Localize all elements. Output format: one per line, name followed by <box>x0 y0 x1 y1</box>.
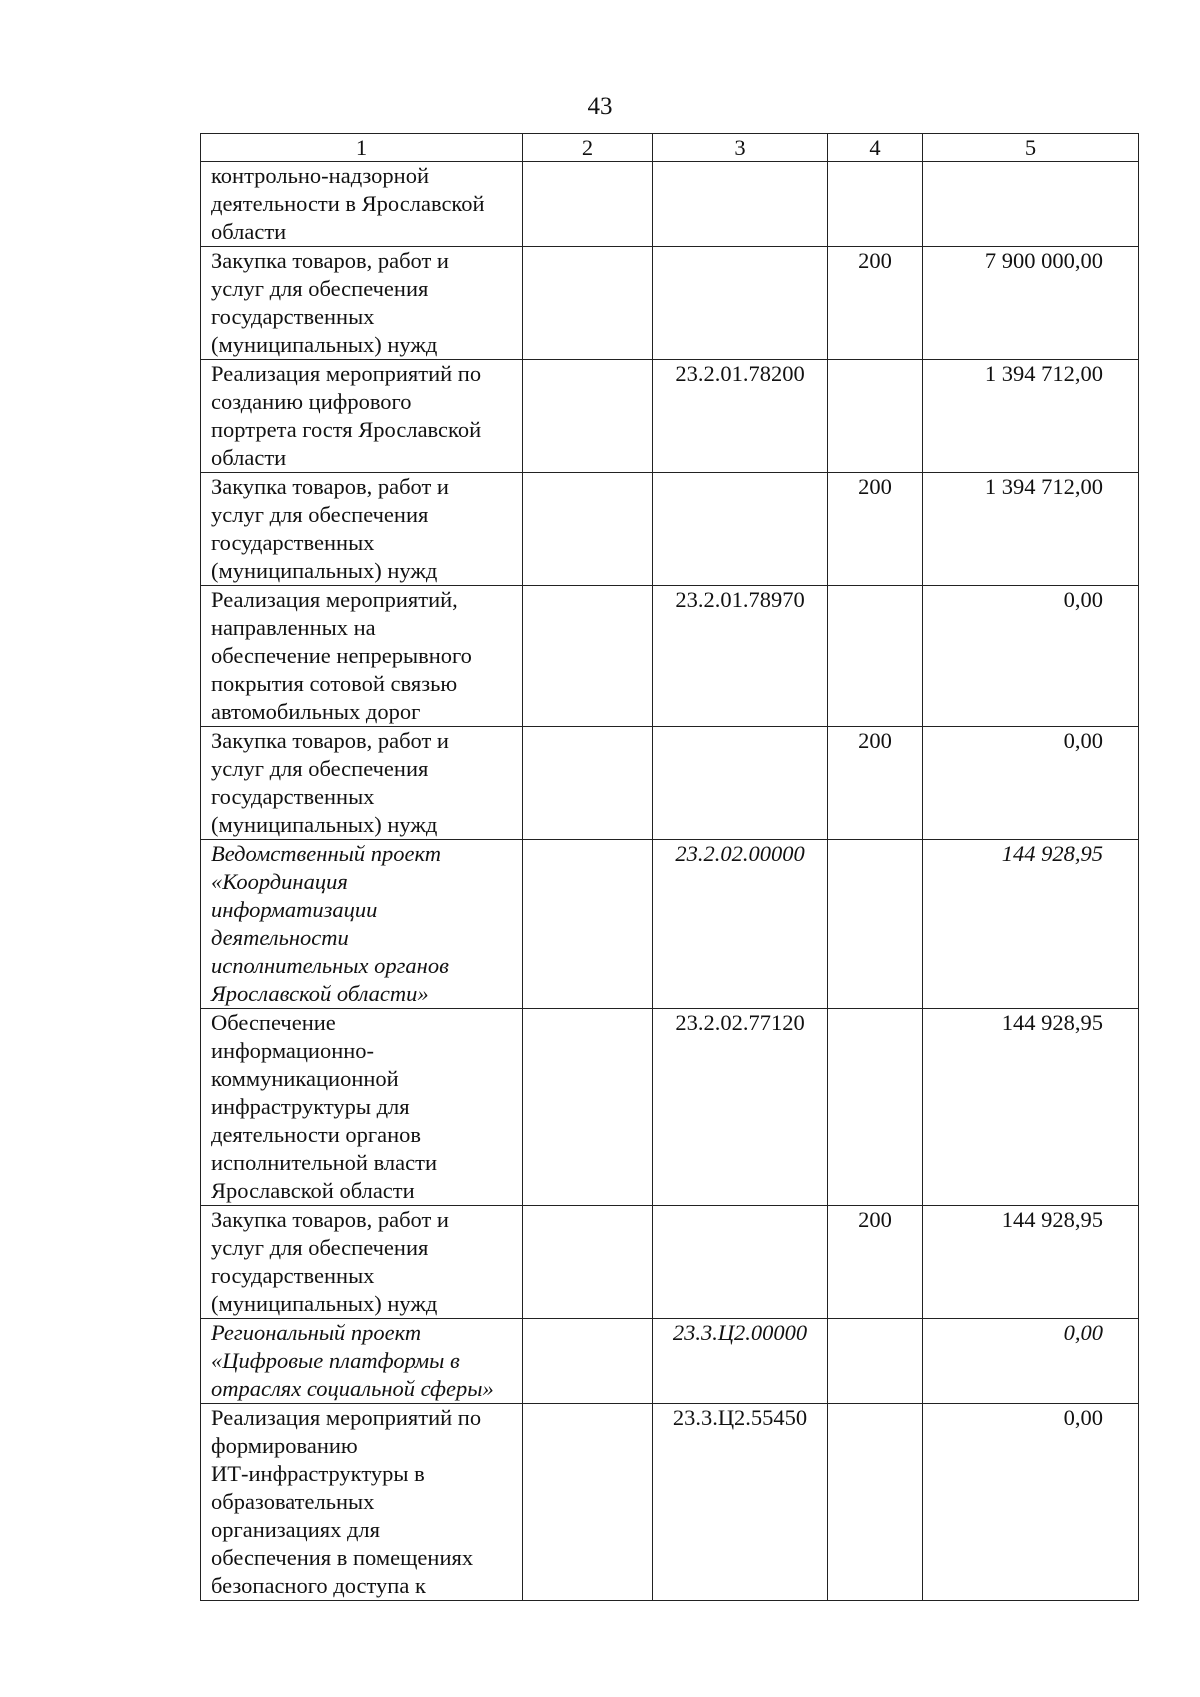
item-name-line: Региональный проект <box>211 1320 422 1345</box>
table-row <box>201 1404 1139 1601</box>
table-row <box>201 247 1139 360</box>
target-code-cell <box>653 247 828 360</box>
table-row <box>201 1319 1139 1404</box>
item-name-line: исполнительных органов <box>211 953 449 978</box>
item-name-cell <box>201 840 523 1009</box>
column-2-cell <box>523 1009 653 1206</box>
table-row <box>201 1009 1139 1206</box>
item-name-line: Ярославской области <box>211 1178 415 1203</box>
item-name-line: контрольно-надзорной <box>211 163 430 188</box>
item-name-line: ИТ-инфраструктуры в <box>211 1461 425 1486</box>
amount-cell: 0,00 <box>923 586 1139 727</box>
column-2-cell <box>523 727 653 840</box>
item-name-line: «Координация <box>211 869 348 894</box>
column-2-cell <box>523 840 653 1009</box>
target-code-cell: 23.2.01.78970 <box>653 586 828 727</box>
amount-cell: 144 928,95 <box>923 1206 1139 1319</box>
item-name-line: деятельности органов <box>211 1122 422 1147</box>
item-name-cell <box>201 360 523 473</box>
header-cell-1: 1 <box>201 134 523 162</box>
column-2-cell <box>523 1206 653 1319</box>
column-2-cell <box>523 360 653 473</box>
expense-type-cell: 200 <box>828 1206 923 1319</box>
item-name-line: Закупка товаров, работ и <box>211 728 449 753</box>
target-code-cell <box>653 473 828 586</box>
item-name-line: организациях для <box>211 1517 381 1542</box>
item-name-line: (муниципальных) нужд <box>211 1291 438 1316</box>
item-name-line: портрета гостя Ярославской <box>211 417 482 442</box>
item-name-cell <box>201 1319 523 1404</box>
item-name-line: инфраструктуры для <box>211 1094 410 1119</box>
item-name-cell <box>201 1009 523 1206</box>
item-name-line: «Цифровые платформы в <box>211 1348 460 1373</box>
expense-type-cell <box>828 1404 923 1601</box>
amount-cell: 144 928,95 <box>923 1009 1139 1206</box>
item-name-line: Закупка товаров, работ и <box>211 1207 449 1232</box>
target-code-cell <box>653 1206 828 1319</box>
target-code-cell <box>653 727 828 840</box>
item-name-line: Реализация мероприятий по <box>211 1405 482 1430</box>
item-name-cell <box>201 727 523 840</box>
amount-cell: 144 928,95 <box>923 840 1139 1009</box>
item-name-line: услуг для обеспечения <box>211 276 429 301</box>
column-2-cell <box>523 162 653 247</box>
column-2-cell <box>523 247 653 360</box>
amount-cell: 1 394 712,00 <box>923 473 1139 586</box>
item-name-line: (муниципальных) нужд <box>211 332 438 357</box>
column-2-cell <box>523 1404 653 1601</box>
item-name-cell <box>201 473 523 586</box>
item-name-line: покрытия сотовой связью <box>211 671 458 696</box>
item-name-cell <box>201 247 523 360</box>
item-name-line: Обеспечение <box>211 1010 336 1035</box>
amount-cell: 0,00 <box>923 1319 1139 1404</box>
item-name-line: услуг для обеспечения <box>211 756 429 781</box>
table-body <box>201 134 1139 1601</box>
item-name-line: Закупка товаров, работ и <box>211 474 449 499</box>
target-code-cell: 23.2.02.77120 <box>653 1009 828 1206</box>
item-name-cell <box>201 162 523 247</box>
item-name-line: образовательных <box>211 1489 375 1514</box>
item-name-line: государственных <box>211 1263 375 1288</box>
item-name-line: деятельности в Ярославской <box>211 191 485 216</box>
target-code-cell: 23.2.02.00000 <box>653 840 828 1009</box>
expense-type-cell <box>828 840 923 1009</box>
amount-cell: 7 900 000,00 <box>923 247 1139 360</box>
header-cell-5: 5 <box>923 134 1139 162</box>
item-name-line: государственных <box>211 530 375 555</box>
amount-cell: 1 394 712,00 <box>923 360 1139 473</box>
item-name-cell <box>201 1404 523 1601</box>
amount-cell <box>923 162 1139 247</box>
item-name-line: формированию <box>211 1433 358 1458</box>
table-row <box>201 1206 1139 1319</box>
item-name-line: автомобильных дорог <box>211 699 421 724</box>
item-name-line: отраслях социальной сферы» <box>211 1376 494 1401</box>
column-2-cell <box>523 473 653 586</box>
item-name-line: направленных на <box>211 615 376 640</box>
expense-type-cell <box>828 586 923 727</box>
table-row <box>201 473 1139 586</box>
item-name-line: услуг для обеспечения <box>211 1235 429 1260</box>
table-row <box>201 162 1139 247</box>
item-name-line: Реализация мероприятий по <box>211 361 482 386</box>
target-code-cell: 23.2.01.78200 <box>653 360 828 473</box>
item-name-line: Реализация мероприятий, <box>211 587 458 612</box>
table-row <box>201 586 1139 727</box>
expense-type-cell: 200 <box>828 727 923 840</box>
expense-type-cell <box>828 1009 923 1206</box>
header-cell-3: 3 <box>653 134 828 162</box>
item-name-line: (муниципальных) нужд <box>211 812 438 837</box>
table-row <box>201 840 1139 1009</box>
page-number: 43 <box>587 93 613 120</box>
expense-type-cell: 200 <box>828 247 923 360</box>
column-2-cell <box>523 1319 653 1404</box>
item-name-line: информационно- <box>211 1038 375 1063</box>
item-name-line: Ярославской области» <box>211 981 429 1006</box>
table-header-row <box>201 134 1139 162</box>
item-name-line: безопасного доступа к <box>211 1573 426 1598</box>
item-name-line: информатизации <box>211 897 378 922</box>
item-name-line: области <box>211 219 287 244</box>
item-name-line: созданию цифрового <box>211 389 412 414</box>
expense-type-cell <box>828 1319 923 1404</box>
expense-type-cell <box>828 162 923 247</box>
item-name-line: Ведомственный проект <box>211 841 441 866</box>
item-name-line: обеспечения в помещениях <box>211 1545 474 1570</box>
amount-cell: 0,00 <box>923 727 1139 840</box>
item-name-line: Закупка товаров, работ и <box>211 248 449 273</box>
expense-type-cell <box>828 360 923 473</box>
table-row <box>201 727 1139 840</box>
item-name-cell <box>201 586 523 727</box>
budget-table <box>200 133 1139 1601</box>
target-code-cell: 23.3.Ц2.55450 <box>653 1404 828 1601</box>
target-code-cell: 23.3.Ц2.00000 <box>653 1319 828 1404</box>
amount-cell: 0,00 <box>923 1404 1139 1601</box>
item-name-line: услуг для обеспечения <box>211 502 429 527</box>
expense-type-cell: 200 <box>828 473 923 586</box>
target-code-cell <box>653 162 828 247</box>
table-row <box>201 360 1139 473</box>
item-name-line: исполнительной власти <box>211 1150 437 1175</box>
item-name-cell <box>201 1206 523 1319</box>
column-2-cell <box>523 586 653 727</box>
item-name-line: обеспечение непрерывного <box>211 643 472 668</box>
item-name-line: государственных <box>211 784 375 809</box>
item-name-line: деятельности <box>211 925 349 950</box>
header-cell-4: 4 <box>828 134 923 162</box>
item-name-line: области <box>211 445 287 470</box>
header-cell-2: 2 <box>523 134 653 162</box>
item-name-line: государственных <box>211 304 375 329</box>
item-name-line: коммуникационной <box>211 1066 399 1091</box>
item-name-line: (муниципальных) нужд <box>211 558 438 583</box>
